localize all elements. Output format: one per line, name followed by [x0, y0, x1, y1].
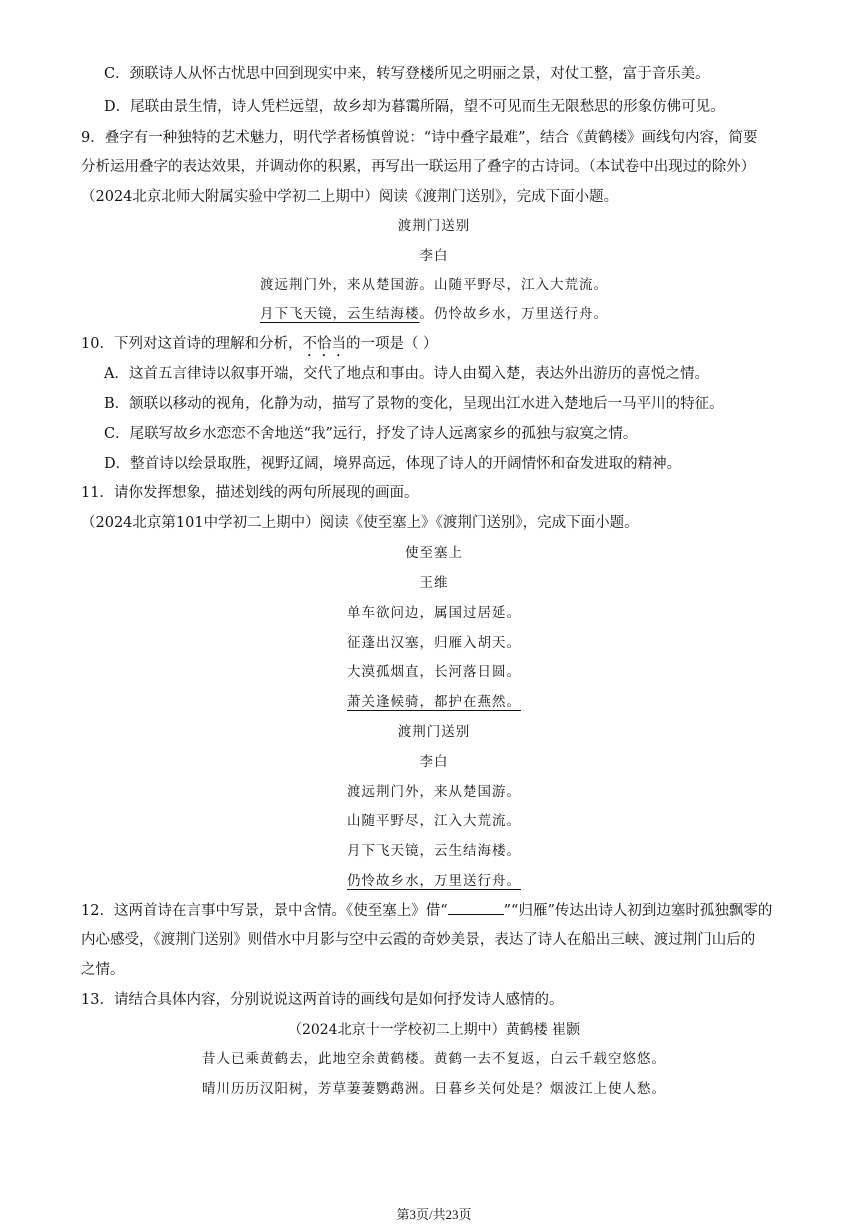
question-10 — [81, 334, 438, 360]
question-12-suffix: ”“归雁”传达出诗人初到边塞时孤独飘零的 — [503, 903, 773, 919]
question-10-emphasis: 不恰当 — [302, 336, 346, 352]
question-10-option-c: C．尾联写故乡水恋恋不舍地送“我”远行，抒发了诗人远离家乡的孤独与寂寞之情。 — [104, 426, 638, 442]
poem3-author: 李白 — [419, 754, 449, 770]
source-note-3: （2024北京十一学校初二上期中）黄鹤楼 崔颢 — [287, 1022, 581, 1038]
poem4-line1: 昔人已乘黄鹤去，此地空余黄鹤楼。黄鹤一去不复返，白云千载空悠悠。 — [202, 1051, 666, 1067]
option-c-prev: C．颈联诗人从怀古忧思中回到现实中来，转写登楼所见之明丽之景，对仗工整，富于音乐美。 — [104, 66, 710, 82]
poem1-line2 — [0, 304, 868, 324]
poem3-line1: 渡远荆门外，来从楚国游。 — [347, 784, 521, 800]
poem1-underlined-lines: 月下飞天镜，云生结海楼 — [260, 306, 420, 322]
question-10-option-b: B．颔联以移动的视角，化静为动，描写了景物的变化，呈现出江水进入楚地后一马平川的特征。 — [104, 396, 724, 412]
poem2-line1: 单车欲问边，属国过居延。 — [347, 605, 521, 621]
question-12-line2: 内心感受，《渡荆门送别》则借水中月影与空中云霞的奇妙美景，表达了诗人在船出三峡、渡过荆门山后的 — [81, 932, 756, 948]
question-10-option-d: D．整首诗以绘景取胜，视野辽阔，境界高远，体现了诗人的开阔情怀和奋发进取的精神。 — [104, 456, 682, 472]
page-number: 第3页/共23页 — [396, 1207, 472, 1222]
poem2-author: 王维 — [419, 575, 449, 591]
poem2-line4 — [0, 692, 868, 712]
question-12-prefix: 12．这两首诗在言事中写景，景中含情。《使至塞上》借“ — [81, 903, 448, 919]
question-13: 13．请结合具体内容，分别说说这两首诗的画线句是如何抒发诗人感情的。 — [81, 992, 564, 1008]
poem3-line4 — [0, 871, 868, 891]
poem3-title: 渡荆门送别 — [397, 724, 471, 740]
poem4-line2: 晴川历历汉阳树，芳草萋萋鹦鹉洲。日暮乡关何处是？烟波江上使人愁。 — [202, 1081, 666, 1097]
question-11: 11．请你发挥想象，描述划线的两句所展现的画面。 — [81, 485, 419, 501]
poem2-title: 使至塞上 — [405, 545, 463, 561]
poem1-line1: 渡远荆门外，来从楚国游。山随平野尽，江入大荒流。 — [260, 277, 608, 293]
poem1-title: 渡荆门送别 — [397, 218, 471, 234]
poem1-author: 李白 — [419, 248, 449, 264]
question-12-line3: 之情。 — [81, 962, 125, 978]
answer-blank[interactable] — [448, 900, 504, 915]
poem3-underlined-line: 仍怜故乡水，万里送行舟。 — [347, 873, 521, 889]
question-10-option-a: A．这首五言律诗以叙事开端，交代了地点和事由。诗人由蜀入楚，表达外出游历的喜悦之情。 — [104, 366, 709, 382]
question-9-line2: 分析运用叠字的表达效果，并调动你的积累，再写出一联运用了叠字的古诗词。（本试卷中出现过的除外） — [81, 159, 756, 175]
question-12-line1 — [81, 900, 772, 921]
question-10-prefix: 10．下列对这首诗的理解和分析， — [81, 336, 303, 352]
source-note-1: （2024北京北师大附属实验中学初二上期中）阅读《渡荆门送别》，完成下面小题。 — [81, 189, 619, 205]
option-d-prev: D．尾联由景生情，诗人凭栏远望，故乡却为暮霭所隔，望不可见而生无限愁思的形象仿佛可见。 — [104, 99, 725, 115]
poem1-line2-rest: 。仍怜故乡水，万里送行舟。 — [419, 306, 608, 322]
question-9-line1: 9．叠字有一种独特的艺术魅力，明代学者杨慎曾说：“诗中叠字最难”，结合《黄鹤楼》画线句内容，简要 — [81, 130, 758, 146]
poem2-underlined-line: 萧关逢候骑，都护在燕然。 — [347, 694, 521, 710]
poem3-line2: 山随平野尽，江入大荒流。 — [347, 813, 521, 829]
question-10-suffix: 的一项是（ ） — [345, 336, 438, 352]
poem2-line2: 征蓬出汉塞，归雁入胡天。 — [347, 635, 521, 651]
source-note-2: （2024北京第101中学初二上期中）阅读《使至塞上》《渡荆门送别》，完成下面小题。 — [81, 515, 639, 531]
poem3-line3: 月下飞天镜，云生结海楼。 — [347, 843, 521, 859]
poem2-line3: 大漠孤烟直，长河落日圆。 — [347, 664, 521, 680]
